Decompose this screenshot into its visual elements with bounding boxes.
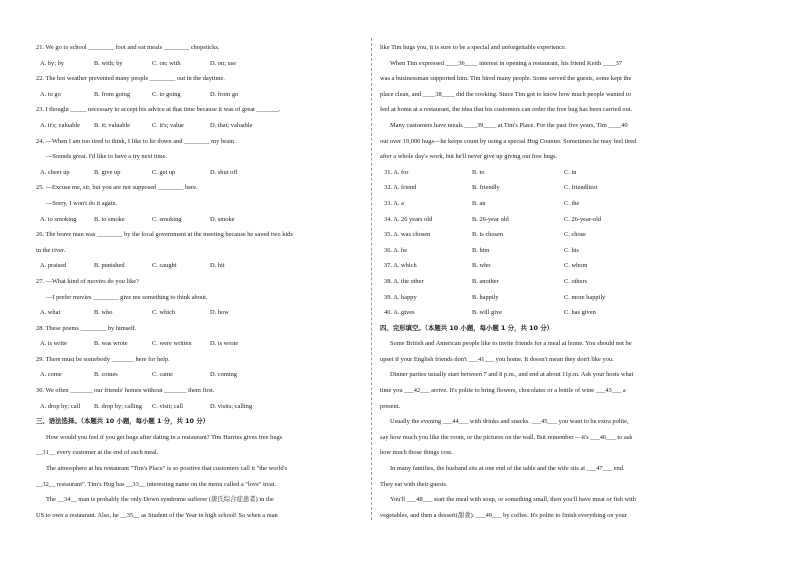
text-line: The atmosphere at his restaurant "Tim's Place" is so positive that customers call it "the world's — [46, 465, 288, 473]
answer-option: B. it; valuable — [94, 121, 131, 129]
answer-option: C. his — [564, 246, 579, 254]
answer-option: A. to smoking — [40, 215, 77, 223]
answer-option: C. whom — [564, 262, 588, 270]
answer-options — [380, 305, 710, 321]
answer-options — [36, 367, 362, 383]
text-line: 24. —When I am too tired to think, I like to lie down and ________ my brain. — [36, 137, 236, 145]
answer-options — [380, 196, 710, 212]
answer-option: D. smoke — [210, 215, 235, 223]
answer-options — [36, 258, 362, 274]
answer-option: C. chose — [564, 231, 587, 239]
answer-option: A. drop by; call — [40, 402, 81, 410]
text-line: —Sounds great. I'd like to have a try next time. — [46, 153, 167, 161]
text-line: upset if your English friends don't ___41___ you home. It doesn't mean they don't like you. — [380, 355, 614, 363]
answer-option: C. visit; call — [152, 402, 184, 410]
answer-option: A. is write — [40, 340, 67, 348]
text-line: 27. —What kind of movies do you like? — [36, 277, 139, 285]
answer-options — [36, 212, 362, 228]
answer-option: 38. A. the other — [384, 277, 424, 285]
answer-options — [380, 258, 710, 274]
text-line: 26. The brave man was ________ by the local government at the meeting because he saved two kids — [36, 231, 293, 239]
answer-options — [36, 118, 362, 134]
section-heading: 三、语法选择。（本题共 10 小题，每小题 1 分，共 10 分） — [36, 417, 209, 426]
text-line: Many customers have meals ____39____ at Tim's Place. For the past five years, Tim ____40 — [390, 121, 628, 129]
answer-option: C. caught — [152, 262, 177, 270]
answer-option: B. 26-year old — [472, 215, 509, 223]
answer-option: B. to smoke — [94, 215, 125, 223]
answer-option: D. on; use — [210, 59, 237, 67]
answer-option: 37. A. which — [384, 262, 417, 270]
text-line: When Tim expressed ____36____ interest in opening a restaurant, his friend Keith ____37 — [390, 59, 622, 67]
answer-option: B. is chosen — [472, 231, 504, 239]
answer-option: 36. A. he — [384, 246, 408, 254]
answer-option: C. to going — [152, 90, 181, 98]
answer-options — [380, 243, 710, 259]
answer-options — [36, 87, 362, 103]
text-line: Dinner parties usually start between 7 and 8 p.m., and end at about 11p.m. Ask your hosts what — [390, 371, 634, 379]
text-line: 21. We go to school ________ foot and eat meals ________ chopsticks. — [36, 44, 220, 51]
text-line: The __34__ man is probably the only Down syndrome sufferer (唐氏综合症患者) in the — [46, 496, 274, 504]
answer-options — [36, 399, 362, 415]
answer-option: 40. A. gives — [384, 309, 415, 317]
text-line: how much those things cost. — [380, 449, 453, 457]
text-line: in the river. — [36, 246, 66, 254]
answer-option: D. is wrote — [210, 340, 239, 348]
column-divider — [371, 38, 372, 520]
text-line: say how much you like the room, or the pictures on the wall. But remember —it's ___46___ to ask — [380, 433, 633, 441]
answer-options — [36, 165, 362, 181]
section-heading: 四、完形填空。（本题共 10 小题，每小题 1 分，共 10 分） — [380, 323, 553, 332]
answer-option: D. from go — [210, 90, 239, 98]
answer-option: B. another — [472, 277, 499, 285]
answer-option: C. on; with — [152, 59, 181, 67]
answer-option: D. that; valuable — [210, 121, 253, 129]
answer-option: C. smoking — [152, 215, 182, 223]
answer-option: C. were written — [152, 340, 192, 348]
answer-option: B. happily — [472, 293, 499, 301]
text-line: 23. I thought _____ necessary to accept his advice at that time because it was of great _______. — [36, 106, 281, 114]
text-line: US to own a restaurant. Also, he __35__ as Student of the Year in high school! So when a man — [36, 511, 278, 519]
answer-option: B. friendly — [472, 184, 500, 192]
answer-option: B. drop by; calling — [94, 402, 142, 410]
answer-option: A. by; by — [40, 59, 64, 67]
answer-option: A. praised — [40, 262, 67, 270]
text-line: out over 19,000 hugs—he keeps count by using a special Hug Counter. Sometimes he may feel tired — [380, 137, 637, 145]
answer-option: B. him — [472, 246, 490, 254]
answer-option: 31. A. for — [384, 168, 409, 176]
answer-option: 35. A. was chosen — [384, 231, 431, 239]
answer-option: C. came — [152, 371, 173, 379]
answer-option: B. with; by — [94, 59, 123, 67]
answer-options — [380, 165, 710, 181]
answer-options — [36, 336, 362, 352]
answer-options — [380, 290, 710, 306]
answer-option: D. how — [210, 309, 229, 317]
text-line: __32__ restaurant". Tim's Hug has __33__ interesting name on the menu called a "love" treat. — [36, 480, 277, 488]
text-line: vegetables, and then a dessert(甜食). ___49___ by coffee. It's polite to finish everything on your — [380, 511, 627, 519]
answer-option: C. others — [564, 277, 588, 285]
answer-option: C. 26-year-old — [564, 215, 602, 223]
answer-option: 34. A. 26 years old — [384, 215, 433, 223]
text-line: 29. There must be somebody _______ here for help. — [36, 355, 170, 363]
text-line: —I prefer movies ________ give me something to think about. — [46, 293, 208, 301]
answer-option: C. get up — [152, 168, 176, 176]
answer-option: D. visits; calling — [210, 402, 253, 410]
answer-option: B. was wrote — [94, 340, 128, 348]
answer-option: B. give up — [94, 168, 121, 176]
answer-option: A. what — [40, 309, 61, 317]
text-line: In many families, the husband sits at one end of the table and the wife sits at ___47___ end. — [390, 465, 625, 473]
answer-option: A. to go — [40, 90, 61, 98]
text-line: 22. The hot weather prevented many people ________ out in the daytime. — [36, 75, 225, 83]
answer-option: D. shut off — [210, 168, 238, 176]
text-line: Usually the evening ___44___ with drinks and snacks. ___45___ you want to be extra polite, — [390, 418, 629, 426]
right-column — [380, 40, 710, 523]
answer-options — [36, 56, 362, 72]
text-line: __31__ every customer at the end of each meal. — [36, 449, 159, 457]
answer-option: A. cheer up — [40, 168, 70, 176]
answer-option: B. comes — [94, 371, 118, 379]
answer-option: B. will give — [472, 309, 502, 317]
answer-option: B. who — [94, 309, 113, 317]
answer-options — [380, 274, 710, 290]
answer-option: 33. A. a — [384, 199, 404, 207]
left-column — [36, 40, 362, 523]
text-line: 30. We often _______ our friends' homes without _______ them first. — [36, 387, 215, 395]
text-line: 28. These poems ________ by himself. — [36, 324, 137, 332]
text-line: —Sorry, I won't do it again. — [46, 199, 118, 207]
text-line: present. — [380, 402, 401, 410]
answer-option: C. the — [564, 199, 580, 207]
text-line: 25. —Excuse me, sir, but you are not supposed ________ here. — [36, 184, 198, 192]
text-line: feel at home at a restaurant, the idea that his customers can order the free hug has been carried out. — [380, 106, 633, 114]
text-line: They eat with their guests. — [380, 480, 448, 488]
answer-option: B. to — [472, 168, 485, 176]
answer-option: C. in — [564, 168, 577, 176]
text-line: How would you feel if you get hugs after dating in a restaurant? Tim Harries gives free hugs — [46, 433, 283, 441]
answer-option: 32. A. friend — [384, 184, 417, 192]
text-line: Some British and American people like to invite friends for a meal at home. You should not be — [390, 340, 632, 348]
text-line: time you ___42___ arrive. It's polite to bring flowers, chocolates or a bottle of wine ___43___ a — [380, 387, 626, 395]
answer-option: C. friendliest — [564, 184, 598, 192]
text-line: after a whole day's work, but he'll never give up giving out free hugs. — [380, 153, 558, 161]
answer-option: B. who — [472, 262, 491, 270]
text-line: You'll ___48___ start the meal with soup, or something small, then you'll have meat or fish with — [390, 496, 636, 504]
answer-option: C. it's; value — [152, 121, 184, 129]
answer-option: C. has given — [564, 309, 596, 317]
text-line: like Tim hugs you, it is sure to be a special and unforgettable experience. — [380, 44, 567, 51]
answer-option: D. hit — [210, 262, 225, 270]
answer-option: A. come — [40, 371, 62, 379]
answer-option: C. which — [152, 309, 176, 317]
answer-options — [36, 305, 362, 321]
answer-options — [380, 227, 710, 243]
answer-option: 39. A. happy — [384, 293, 417, 301]
answer-option: B. punished — [94, 262, 125, 270]
answer-option: C. more happily — [564, 293, 606, 301]
answer-option: B. an — [472, 199, 486, 207]
answer-options — [380, 180, 710, 196]
answer-option: B. from going — [94, 90, 131, 98]
answer-option: D. coming — [210, 371, 237, 379]
answer-option: A. it's; valuable — [40, 121, 81, 129]
text-line: place clean, and ____38____ did the cooking. Since Tim got to know how much people wanted to — [380, 90, 631, 98]
answer-options — [380, 212, 710, 228]
text-line: was a businessman supported him. Tim hired many people. Some served the guests, some kept the — [380, 75, 632, 83]
